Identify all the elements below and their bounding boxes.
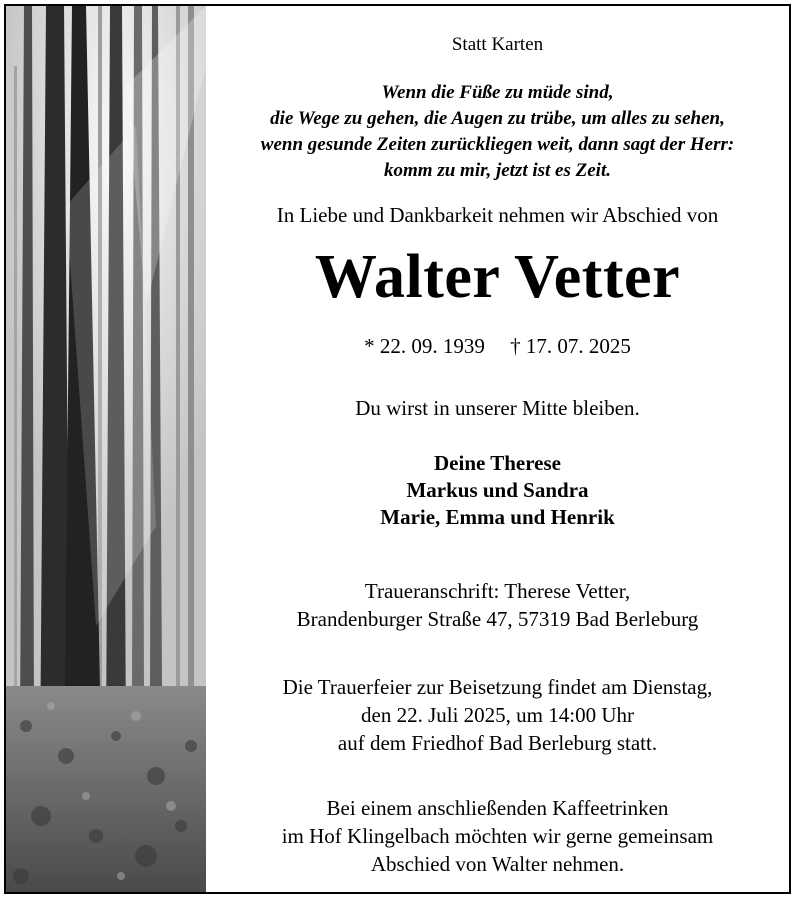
forest-photo — [6, 6, 206, 892]
family-member: Markus und Sandra — [406, 478, 589, 502]
poem-line: Wenn die Füße zu müde sind, — [381, 82, 614, 103]
poem — [206, 80, 789, 184]
birth-date: * 22. 09. 1939 — [364, 334, 485, 358]
ceremony-line: auf dem Friedhof Bad Berleburg statt. — [337, 731, 658, 755]
death-date: † 17. 07. 2025 — [510, 334, 631, 358]
poem-line: komm zu mir, jetzt ist es Zeit. — [384, 160, 611, 181]
obituary-notice — [4, 4, 791, 894]
life-dates — [206, 334, 789, 359]
deceased-name: Walter Vetter — [314, 243, 681, 311]
family-signatures — [206, 450, 789, 531]
poem-line: die Wege zu gehen, die Augen zu trübe, um alles zu sehen, — [270, 108, 725, 129]
notice-text — [206, 6, 789, 892]
family-member: Deine Therese — [434, 451, 561, 475]
ceremony-line: Die Trauerfeier zur Beisetzung findet am Dienstag, — [282, 675, 713, 699]
forest-image — [6, 6, 206, 892]
ceremony-info — [206, 673, 789, 757]
mourning-address — [206, 577, 789, 633]
ceremony-line: den 22. Juli 2025, um 14:00 Uhr — [361, 703, 634, 727]
intro-text: In Liebe und Dankbarkeit nehmen wir Abschied von — [276, 203, 719, 227]
family-member: Marie, Emma und Henrik — [380, 505, 615, 529]
coffee-line: Bei einem anschließenden Kaffeetrinken — [326, 796, 669, 820]
coffee-line: Abschied von Walter nehmen. — [370, 852, 625, 876]
coffee-line: im Hof Klingelbach möchten wir gerne gemeinsam — [281, 824, 714, 848]
coffee-info — [206, 794, 789, 878]
address-line: Traueranschrift: Therese Vetter, — [364, 579, 631, 603]
closing-line: Du wirst in unserer Mitte bleiben. — [355, 396, 640, 420]
statt-karten: Statt Karten — [451, 34, 544, 55]
address-line: Brandenburger Straße 47, 57319 Bad Berleburg — [296, 607, 699, 631]
poem-line: wenn gesunde Zeiten zurückliegen weit, dann sagt der Herr: — [260, 134, 735, 155]
